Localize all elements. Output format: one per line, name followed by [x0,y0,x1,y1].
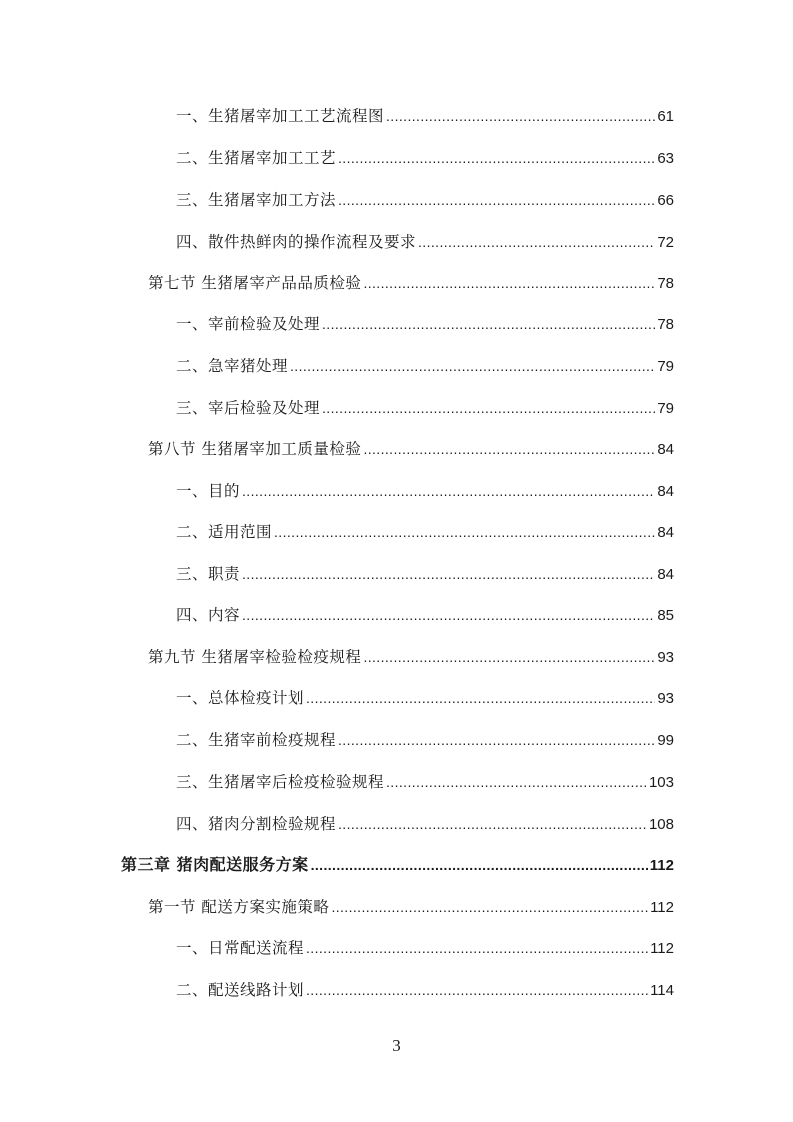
toc-entry-title: 第九节 生猪屠宰检验检疫规程 [148,648,362,666]
toc-dot-leader [242,479,655,503]
toc-entry-page: 78 [657,275,674,292]
toc-entry-page: 112 [650,940,674,957]
toc-entry[interactable] [176,146,674,170]
toc-section-entry[interactable] [148,645,674,669]
toc-dot-leader [274,520,655,544]
toc-entry-title: 二、生猪屠宰加工工艺 [176,149,337,167]
toc-entry-page: 79 [657,358,674,375]
toc-entry-page: 79 [657,400,674,417]
toc-dot-leader [306,978,648,1002]
toc-dot-leader [306,936,648,960]
toc-entry-page: 84 [657,441,674,458]
toc-dot-leader [311,853,648,877]
toc-dot-leader [331,895,648,919]
toc-dot-leader [418,230,655,254]
toc-entry-title: 一、生猪屠宰加工工艺流程图 [176,107,385,125]
toc-entry-page: 112 [649,857,674,874]
toc-entry-page: 114 [650,982,674,999]
toc-entry-page: 84 [657,483,674,500]
toc-dot-leader [338,146,655,170]
toc-dot-leader [322,396,655,420]
toc-chapter-entry[interactable] [121,853,674,877]
toc-entry-title: 四、猪肉分割检验规程 [176,815,337,833]
toc-entry-page: 84 [657,566,674,583]
toc-entry[interactable] [176,188,674,212]
toc-entry[interactable] [176,562,674,586]
toc-dot-leader [386,104,655,128]
toc-entry-page: 103 [648,774,674,791]
toc-entry-title: 二、配送线路计划 [176,981,305,999]
toc-dot-leader [290,354,655,378]
toc-entry[interactable] [176,312,674,336]
toc-entry-page: 93 [657,690,674,707]
toc-dot-leader [338,812,647,836]
toc-entry-title: 三、职责 [176,565,241,583]
toc-dot-leader [242,562,655,586]
toc-entry-title: 第一节 配送方案实施策略 [148,898,330,916]
toc-entry[interactable] [176,520,674,544]
toc-dot-leader [363,437,655,461]
toc-entry-page: 99 [657,732,674,749]
toc-entry-page: 85 [657,607,674,624]
toc-entry-title: 一、目的 [176,482,241,500]
toc-entry[interactable] [176,396,674,420]
toc-entry-title: 三、生猪屠宰后检疫检验规程 [176,773,385,791]
toc-entry-title: 一、宰前检验及处理 [176,315,321,333]
toc-entry-page: 61 [657,108,674,125]
toc-entry[interactable] [176,936,674,960]
toc-entry-title: 第八节 生猪屠宰加工质量检验 [148,440,362,458]
toc-entry[interactable] [176,479,674,503]
toc-entry[interactable] [176,230,674,254]
toc-entry-page: 93 [657,649,674,666]
toc-entry-title: 一、日常配送流程 [176,939,305,957]
toc-section-entry[interactable] [148,895,674,919]
toc-entry-title: 一、总体检疫计划 [176,689,305,707]
toc-entry-page: 72 [657,234,674,251]
toc-entry[interactable] [176,978,674,1002]
toc-dot-leader [338,188,655,212]
toc-entry-title: 二、急宰猪处理 [176,357,289,375]
toc-dot-leader [242,603,655,627]
toc-section-entry[interactable] [148,271,674,295]
toc-entry-title: 三、宰后检验及处理 [176,399,321,417]
toc-entry-page: 84 [657,524,674,541]
toc-entry[interactable] [176,812,674,836]
toc-entry-title: 四、内容 [176,606,241,624]
toc-section-entry[interactable] [148,437,674,461]
toc-entry[interactable] [176,104,674,128]
toc-entry[interactable] [176,770,674,794]
toc-dot-leader [322,312,655,336]
toc-dot-leader [363,645,655,669]
toc-entry-title: 三、生猪屠宰加工方法 [176,191,337,209]
toc-entry-page: 112 [650,899,674,916]
toc-dot-leader [363,271,655,295]
toc-entry-title: 二、适用范围 [176,523,273,541]
toc-dot-leader [306,686,655,710]
toc-entry-title: 四、散件热鲜肉的操作流程及要求 [176,233,417,251]
toc-entry-page: 78 [657,316,674,333]
toc-entry-title: 二、生猪宰前检疫规程 [176,731,337,749]
toc-entry-page: 66 [657,192,674,209]
toc-entry-page: 63 [657,150,674,167]
toc-entry[interactable] [176,603,674,627]
toc-entry-title: 第七节 生猪屠宰产品品质检验 [148,274,362,292]
toc-entry[interactable] [176,728,674,752]
page-number: 3 [392,1036,401,1055]
toc-dot-leader [386,770,647,794]
toc-dot-leader [338,728,655,752]
toc-entry-page: 108 [648,816,674,833]
toc-entry-title: 第三章 猪肉配送服务方案 [121,855,309,874]
toc-entry[interactable] [176,354,674,378]
toc-entry[interactable] [176,686,674,710]
